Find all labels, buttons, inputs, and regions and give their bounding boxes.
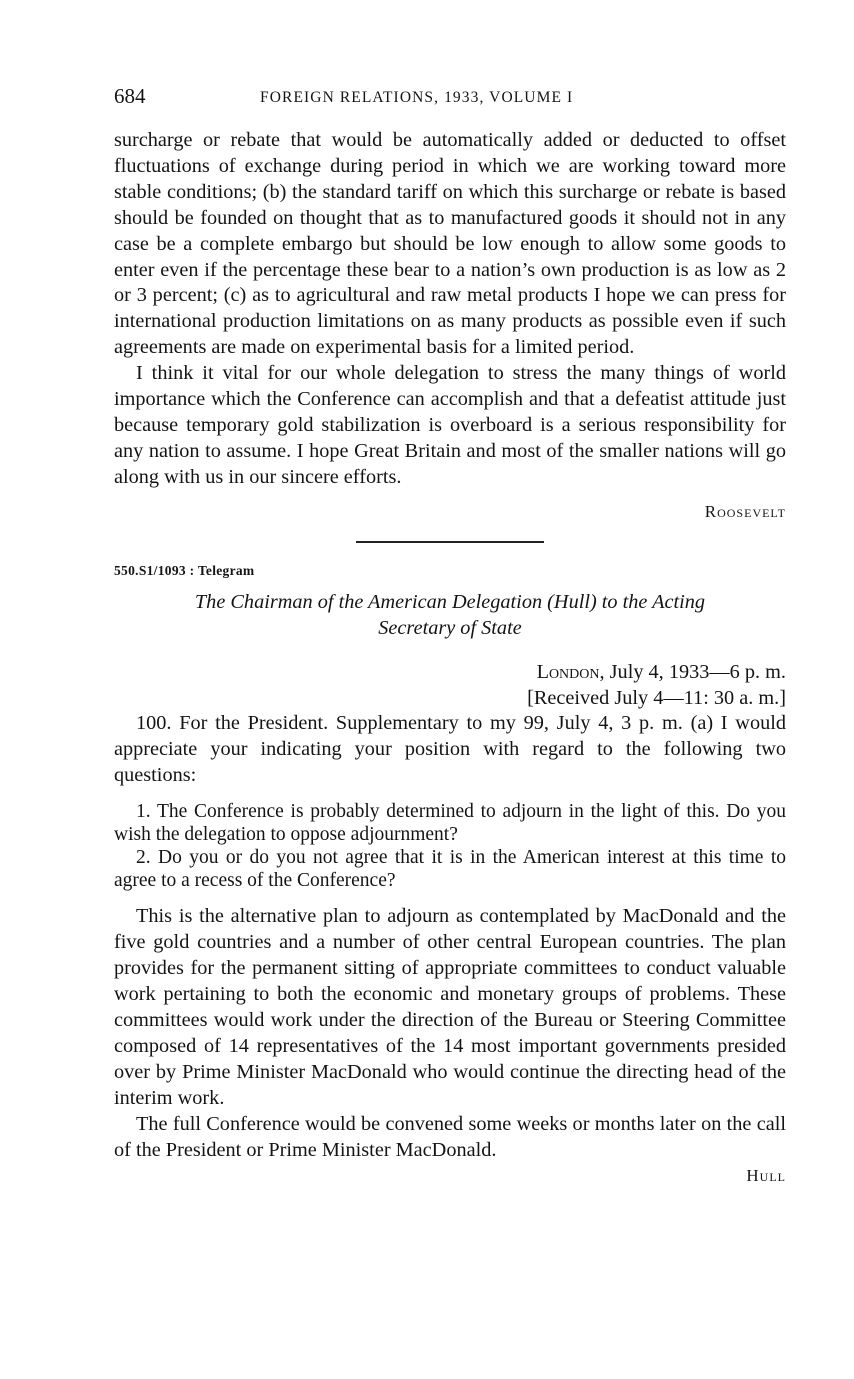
running-title: FOREIGN RELATIONS, 1933, VOLUME I xyxy=(260,89,574,106)
signature-hull: Hull xyxy=(746,1166,786,1186)
dateline-sent xyxy=(114,659,786,685)
telegram-intro: 100. For the President. Supplementary to my 99, July 4, 3 p. m. (a) I would appreciate your indicating your position with regard to the following two questions: xyxy=(114,711,786,786)
letter-paragraph: I think it vital for our whole delegation to stress the many things of world importance which the Conference can accomplish and that a defeatist attitude just because temporary gold stabilization is overboard is a serious responsibility for any nation to assume. I hope Great Britain and most of the smaller nations will go along with us in our sincere efforts. xyxy=(114,362,786,488)
document-title-line: Secretary of State xyxy=(378,616,522,639)
dateline-date: , July 4, 1933—6 p. m. xyxy=(599,660,786,683)
signature-roosevelt: Roosevelt xyxy=(704,501,786,521)
document-page xyxy=(114,84,786,1187)
file-reference: 550.S1/1093 : Telegram xyxy=(114,562,255,578)
dateline-received: [Received July 4—11: 30 a. m.] xyxy=(527,686,786,709)
letter-paragraph: surcharge or rebate that would be automatically added or deducted to offset fluctuations of exchange during period in which we are working toward more stable conditions; (b) the standard tariff on which this surcharge or rebate is based should be founded on thought that as to manufactured goods it should not in any case be a complete embargo but should be low enough to allow some goods to enter even if the percentage these bear to a nation’s own production is as low as 2 or 3 percent; (c) as to agricultural and raw metal products I hope we can press for international production limitations on as many products as possible even if such agreements are made on experimental basis for a limited period. xyxy=(114,129,786,359)
telegram-paragraph: This is the alternative plan to adjourn as contemplated by MacDonald and the five gold countries and a number of other central European countries. The plan provides for the permanent sitting of appropriate committees to conduct valuable work pertaining to both the economic and monetary groups of problems. These committees would work under the direction of the Bureau or Steering Committee composed of 14 representatives of the 14 most important governments presided over by Prime Minister MacDonald who would continue the directing head of the interim work. xyxy=(114,905,786,1109)
dateline xyxy=(114,659,786,711)
document-title xyxy=(114,589,786,641)
page-number: 684 xyxy=(114,84,146,108)
section-divider xyxy=(356,541,544,543)
question-item: 1. The Conference is probably determined to adjourn in the light of this. Do you wish the delegation to oppose adjournment? xyxy=(114,801,786,846)
dateline-place: London xyxy=(536,660,600,683)
document-title-line: The Chairman of the American Delegation (Hull) to the Acting xyxy=(194,590,706,613)
question-item: 2. Do you or do you not agree that it is in the American interest at this time to agree to a recess of the Conference? xyxy=(114,847,786,892)
running-header xyxy=(114,84,786,116)
telegram-paragraph: The full Conference would be convened some weeks or months later on the call of the President or Prime Minister MacDonald. xyxy=(114,1112,786,1161)
